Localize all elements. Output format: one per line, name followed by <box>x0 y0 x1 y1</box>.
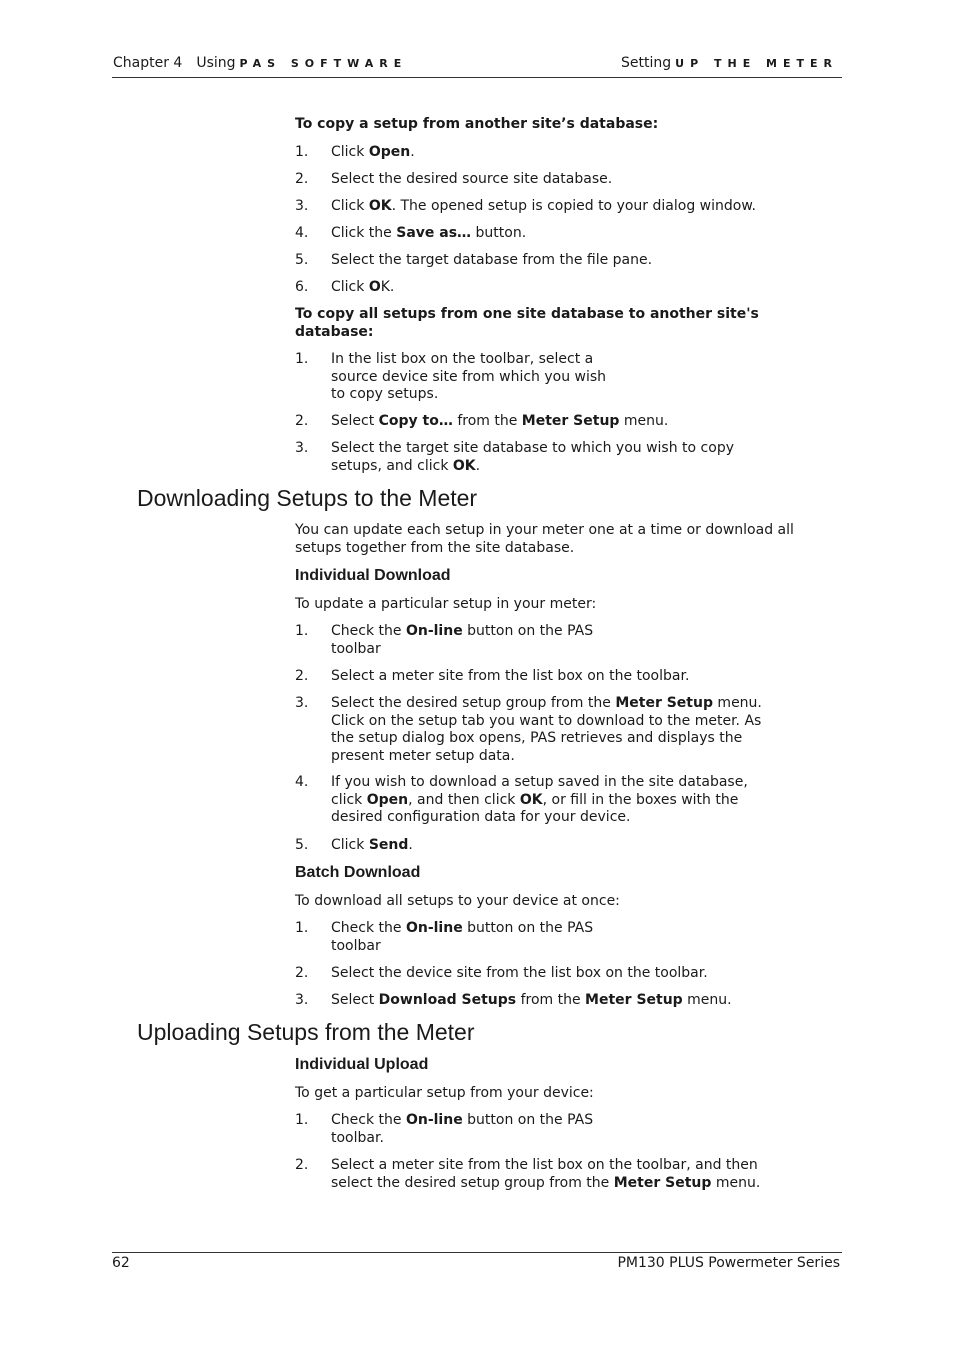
product-name: PM130 PLUS Powermeter Series <box>617 1255 840 1271</box>
subheading-batch-download: Batch Download <box>295 864 421 881</box>
step-text: Select Copy to… from the Meter Setup menu. <box>331 413 669 429</box>
step-number: 2. <box>295 171 309 187</box>
step-number: 2. <box>295 668 309 684</box>
step-text: Click the Save as… button. <box>331 225 527 241</box>
step-text: Select the device site from the list box on the toolbar. <box>331 965 708 981</box>
page-number: 62 <box>112 1255 130 1271</box>
step-number: 3. <box>295 198 309 214</box>
setting-label: Setting <box>621 55 672 71</box>
step-text: Check the On-line button on the PAS toolbar <box>331 920 594 954</box>
step-text: Select a meter site from the list box on the toolbar, and then select the desired setup group from the Meter Setup menu. <box>331 1157 761 1191</box>
step-number: 5. <box>295 837 309 853</box>
pas-software-label: PAS SOFTWARE <box>239 57 408 70</box>
section-heading-uploading: Uploading Setups from the Meter <box>137 1019 475 1045</box>
paragraph: To get a particular setup from your device: <box>295 1085 594 1101</box>
step-number: 2. <box>295 965 309 981</box>
step-number: 4. <box>295 225 309 241</box>
page-footer <box>112 1252 842 1271</box>
step-number: 3. <box>295 695 309 711</box>
step-number: 1. <box>295 1112 309 1128</box>
paragraph: To update a particular setup in your meter: <box>295 596 597 612</box>
step-text: Click Open. <box>331 144 415 160</box>
step-text: Click Send. <box>331 837 413 853</box>
step-text: Check the On-line button on the PAS toolbar <box>331 623 594 657</box>
step-number: 5. <box>295 252 309 268</box>
up-the-meter-label: UP THE METER <box>675 57 838 70</box>
header-chapter <box>113 55 407 71</box>
step-number: 2. <box>295 1157 309 1173</box>
step-number: 2. <box>295 413 309 429</box>
step-text: If you wish to download a setup saved in the site database, click Open, and then click OK, or fill in the boxes with the desired configuration data for your device. <box>331 774 748 825</box>
procedure-title-copy-setup: To copy a setup from another site’s database: <box>295 116 659 132</box>
step-text: In the list box on the toolbar, select a source device site from which you wish to copy setups. <box>331 351 607 402</box>
section-heading-downloading: Downloading Setups to the Meter <box>137 485 478 511</box>
step-number: 3. <box>295 440 309 456</box>
step-number: 6. <box>295 279 309 295</box>
step-text: Select the desired setup group from the Meter Setup menu. Click on the setup tab you want to download to the meter. As the setup dialog box opens, PAS retrieves and displays the present meter setup data. <box>331 695 762 764</box>
step-text: Select the desired source site database. <box>331 171 613 187</box>
step-number: 4. <box>295 774 309 790</box>
paragraph: To download all setups to your device at once: <box>295 893 620 909</box>
step-text: Select the target database from the file pane. <box>331 252 653 268</box>
step-number: 1. <box>295 920 309 936</box>
step-text: Select a meter site from the list box on the toolbar. <box>331 668 690 684</box>
step-text: Check the On-line button on the PAS toolbar. <box>331 1112 594 1146</box>
procedure-title-copy-all: To copy all setups from one site database to another site's database: <box>295 306 759 340</box>
step-text: Select the target site database to which you wish to copy setups, and click OK. <box>331 440 734 474</box>
subheading-individual-download: Individual Download <box>295 567 451 584</box>
step-number: 1. <box>295 144 309 160</box>
page-header <box>112 55 842 78</box>
step-text: Select Download Setups from the Meter Setup menu. <box>331 992 732 1008</box>
step-number: 1. <box>295 351 309 367</box>
step-text: Click OK. <box>331 279 395 295</box>
step-number: 1. <box>295 623 309 639</box>
chapter-label: Chapter 4 <box>113 55 183 71</box>
header-section <box>621 55 838 71</box>
step-number: 3. <box>295 992 309 1008</box>
paragraph: You can update each setup in your meter one at a time or download all setups together from the site database. <box>295 522 794 556</box>
subheading-individual-upload: Individual Upload <box>295 1056 429 1073</box>
step-text: Click OK. The opened setup is copied to your dialog window. <box>331 198 756 214</box>
using-label: Using <box>196 55 236 71</box>
